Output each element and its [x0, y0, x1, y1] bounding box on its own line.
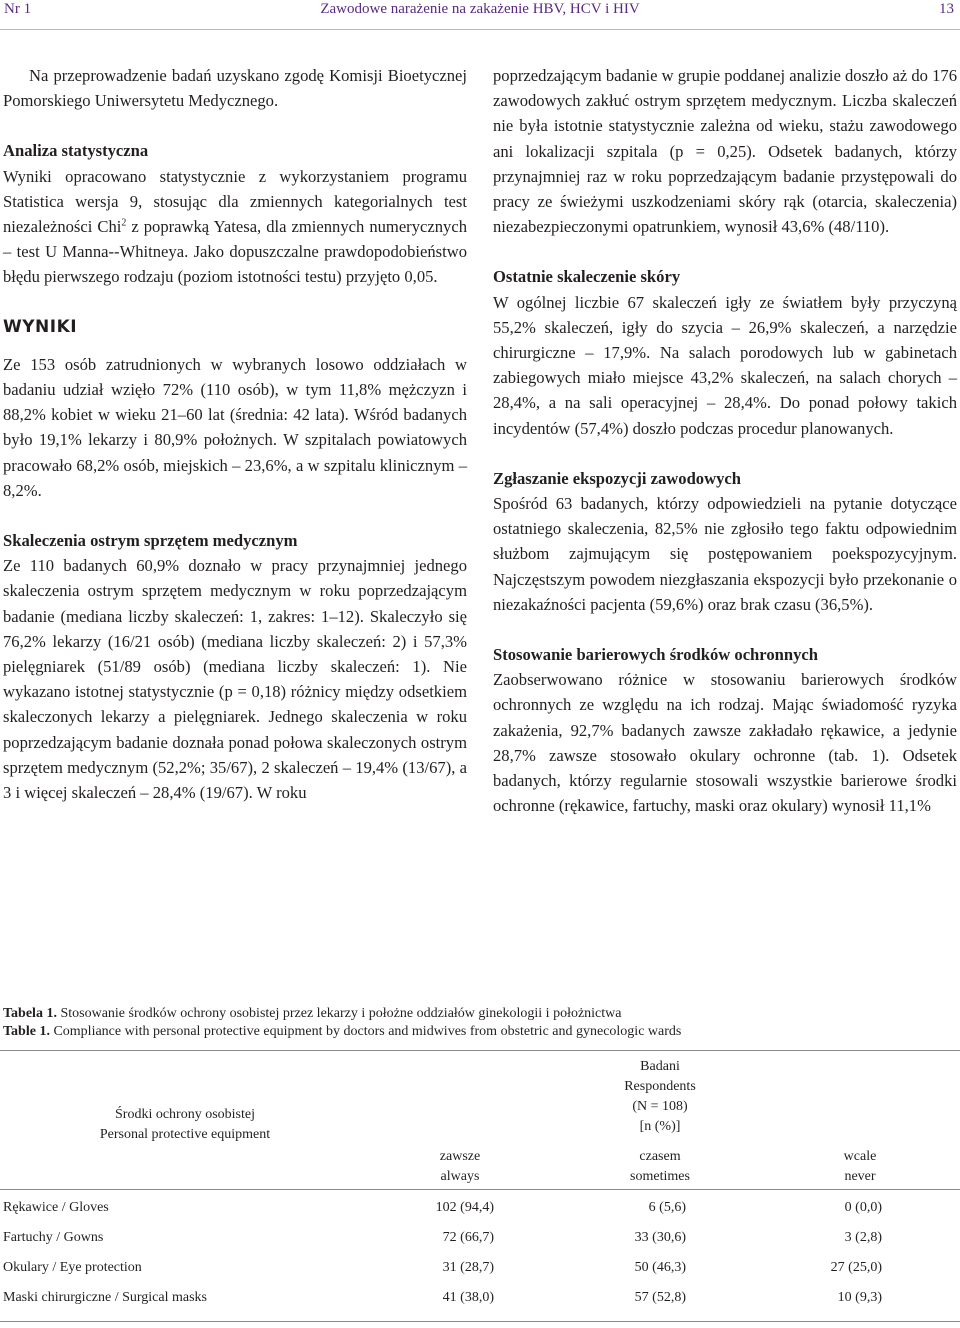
table-cell-always: 31 (28,7) [442, 1260, 494, 1275]
ethics-paragraph: Na przeprowadzenie badań uzyskano zgodę Komisji Bioetycznej Pomorskiego Uniwersytetu Medycznego. [3, 66, 467, 111]
last-injury-paragraph: W ogólnej liczbie 67 skaleczeń igły ze światłem były przyczyną 55,2% skaleczeń, igły do szycia – 26,9% skaleczeń, a narzędzie chirurgiczne – 17,9%. Na salach porodowych lub w gabinetach zabiegowych miało miejsce 43,2% skaleczeń, na salach chorych – 28,4%, a na sali operacyjnej – 28,4%. Do ponad połowy takich incydentów (57,4%) doszło podczas procedur planowanych. [493, 292, 957, 438]
heading-sharps-injuries: Skaleczenia ostrym sprzętem medycznym [3, 531, 298, 551]
running-header [0, 0, 960, 22]
table-caption [3, 1005, 957, 1041]
page-number: 13 [939, 1, 954, 17]
table-cell-sometimes: 50 (46,3) [634, 1260, 686, 1275]
table-cell-never: 10 (9,3) [837, 1290, 882, 1305]
running-title: Zawodowe narażenie na zakażenie HBV, HCV i HIV [320, 1, 640, 17]
header-divider [0, 29, 960, 30]
table-cell-always: 41 (38,0) [442, 1290, 494, 1305]
table-cell-always: 102 (94,4) [435, 1200, 494, 1215]
heading-results: WYNIKI [3, 316, 78, 337]
heading-reporting: Zgłaszanie ekspozycji zawodowych [493, 468, 741, 488]
table-header-rule [0, 1189, 960, 1190]
table-cell-always: 72 (66,7) [442, 1230, 494, 1245]
left-column [3, 63, 467, 805]
table-top-rule [0, 1050, 960, 1051]
table-cell-sometimes: 33 (30,6) [634, 1230, 686, 1245]
table-cell-never: 0 (0,0) [844, 1200, 882, 1215]
reporting-paragraph: Spośród 63 badanych, którzy odpowiedzieli na pytanie dotyczące ostatniego skaleczenia, 82,5% nie zgłosiło tego faktu odpowiednim służbom zajmującym się postępowaniem poekspozycyjnym. Najczęstszym powodem niezgłaszania ekspozycji było przekonanie o niezakaźności pacjenta (59,6%) oraz brak czasu (36,5%). [493, 494, 957, 614]
heading-barrier-protection: Stosowanie barierowych środków ochronnych [493, 645, 818, 665]
table-cell-sometimes: 6 (5,6) [648, 1200, 686, 1215]
table-cell-sometimes: 57 (52,8) [634, 1290, 686, 1305]
table-cell-never: 3 (2,8) [844, 1230, 882, 1245]
column-header-always: zawsze always [439, 1149, 481, 1184]
issue-number: Nr 1 [4, 1, 32, 17]
statistics-paragraph: Wyniki opracowano statystycznie z wykorzystaniem programu Statistica wersja 9, stosując dla zmiennych kategorialnych test niezależności Chi$^2$ z poprawką Yatesa, dla zmiennych numerycznych – test U Manna--Whitneya. Jako dopuszczalne prawdopodobieństwo błędu pierwszego rodzaju (poziom istotności testu) przyjęto 0,05. [3, 166, 467, 287]
heading-statistical-analysis: Analiza statystyczna [3, 141, 149, 161]
column-header-sometimes: czasem sometimes [630, 1149, 690, 1184]
table-caption-pl: Tabela 1. Stosowanie środków ochrony osobistej przez lekarzy i położne oddziałów ginekologii i położnictwa [3, 1006, 622, 1021]
table-row-item: Okulary / Eye protection [3, 1260, 142, 1275]
chi-square-superscript: 2 [121, 217, 127, 229]
barrier-protection-paragraph: Zaobserwowano różnice w stosowaniu barierowych środków ochronnych ze względu na ich rodzaj. Mając świadomość ryzyka zakażenia, 92,7% badanych zawsze zakładało rękawice, a jedynie 28,7% zawsze stosowało okulary ochronne (tab. 1). Odsetek badanych, którzy regularnie stosowali wszystkie barierowe środki ochronne (rękawice, fartuchy, maski oraz okulary) wynosił 11,1% [493, 670, 957, 816]
table-row-item: Fartuchy / Gowns [3, 1230, 104, 1245]
table-row-item: Rękawice / Gloves [3, 1200, 109, 1215]
continued-paragraph: poprzedzającym badanie w grupie poddanej analizie doszło aż do 176 zawodowych zakłuć ostrym sprzętem medycznym. Liczba skaleczeń nie była istotnie statystycznie zależna od wieku, stażu zawodowego ani lokalizacji szpitala (p = 0,25). Odsetek badanych, którzy przynajmniej raz w roku poprzedzającym badanie przystępowali do pracy ze świeżymi uszkodzeniami skóry rąk (otarcia, skaleczenia) niezabezpieczonymi opatrunkiem, wynosił 43,6% (48/110). [493, 66, 957, 237]
sharps-injuries-paragraph: Ze 110 badanych 60,9% doznało w pracy przynajmniej jednego skaleczenia ostrym sprzętem medycznym w roku poprzedzającym badanie (mediana liczby skaleczeń: 1, zakres: 1–12). Skaleczyło się 76,2% lekarzy (16/21 osób) (mediana liczby skaleczeń: 2) i 57,3% pielęgniarek (51/89 osób) (mediana liczby skaleczeń: 1). Nie wykazano istotnej statystycznie (p = 0,18) różnicy między odsetkiem skaleczonych lekarzy a pielęgniarek. Jednego skaleczenia w roku poprzedzającym badanie doznała ponad połowa skaleczonych ostrym sprzętem medycznym (52,2%; 35/67), 2 skaleczeń – 19,4% (13/67), a 3 i więcej skaleczeń – 28,4% (19/67). W roku [3, 556, 467, 803]
table-row-item: Maski chirurgiczne / Surgical masks [3, 1290, 207, 1305]
column-group-respondents: Badani Respondents (N = 108) [n (%)] [624, 1059, 696, 1134]
column-header-equipment: Środki ochrony osobistej Personal protective equipment [99, 1107, 271, 1142]
results-paragraph: Ze 153 osób zatrudnionych w wybranych losowo oddziałach w badaniu udział wzięło 72% (110 osób), w tym 11,8% mężczyzn i 88,2% kobiet w wieku 21–60 lat (średnia: 42 lata). Wśród badanych było 19,1% lekarzy i 80,9% położnych. W szpitalach powiatowych pracowało 68,2% osób, miejskich – 23,6%, a w szpitalu klinicznym – 8,2%. [3, 354, 467, 500]
right-column [493, 63, 957, 818]
table-caption-en: Table 1. Compliance with personal protective equipment by doctors and midwives from obstetric and gynecologic wards [3, 1024, 682, 1039]
column-header-never: wcale never [843, 1149, 877, 1184]
table-cell-never: 27 (25,0) [830, 1260, 882, 1275]
heading-last-injury: Ostatnie skaleczenie skóry [493, 267, 681, 287]
table-bottom-rule [0, 1321, 960, 1322]
